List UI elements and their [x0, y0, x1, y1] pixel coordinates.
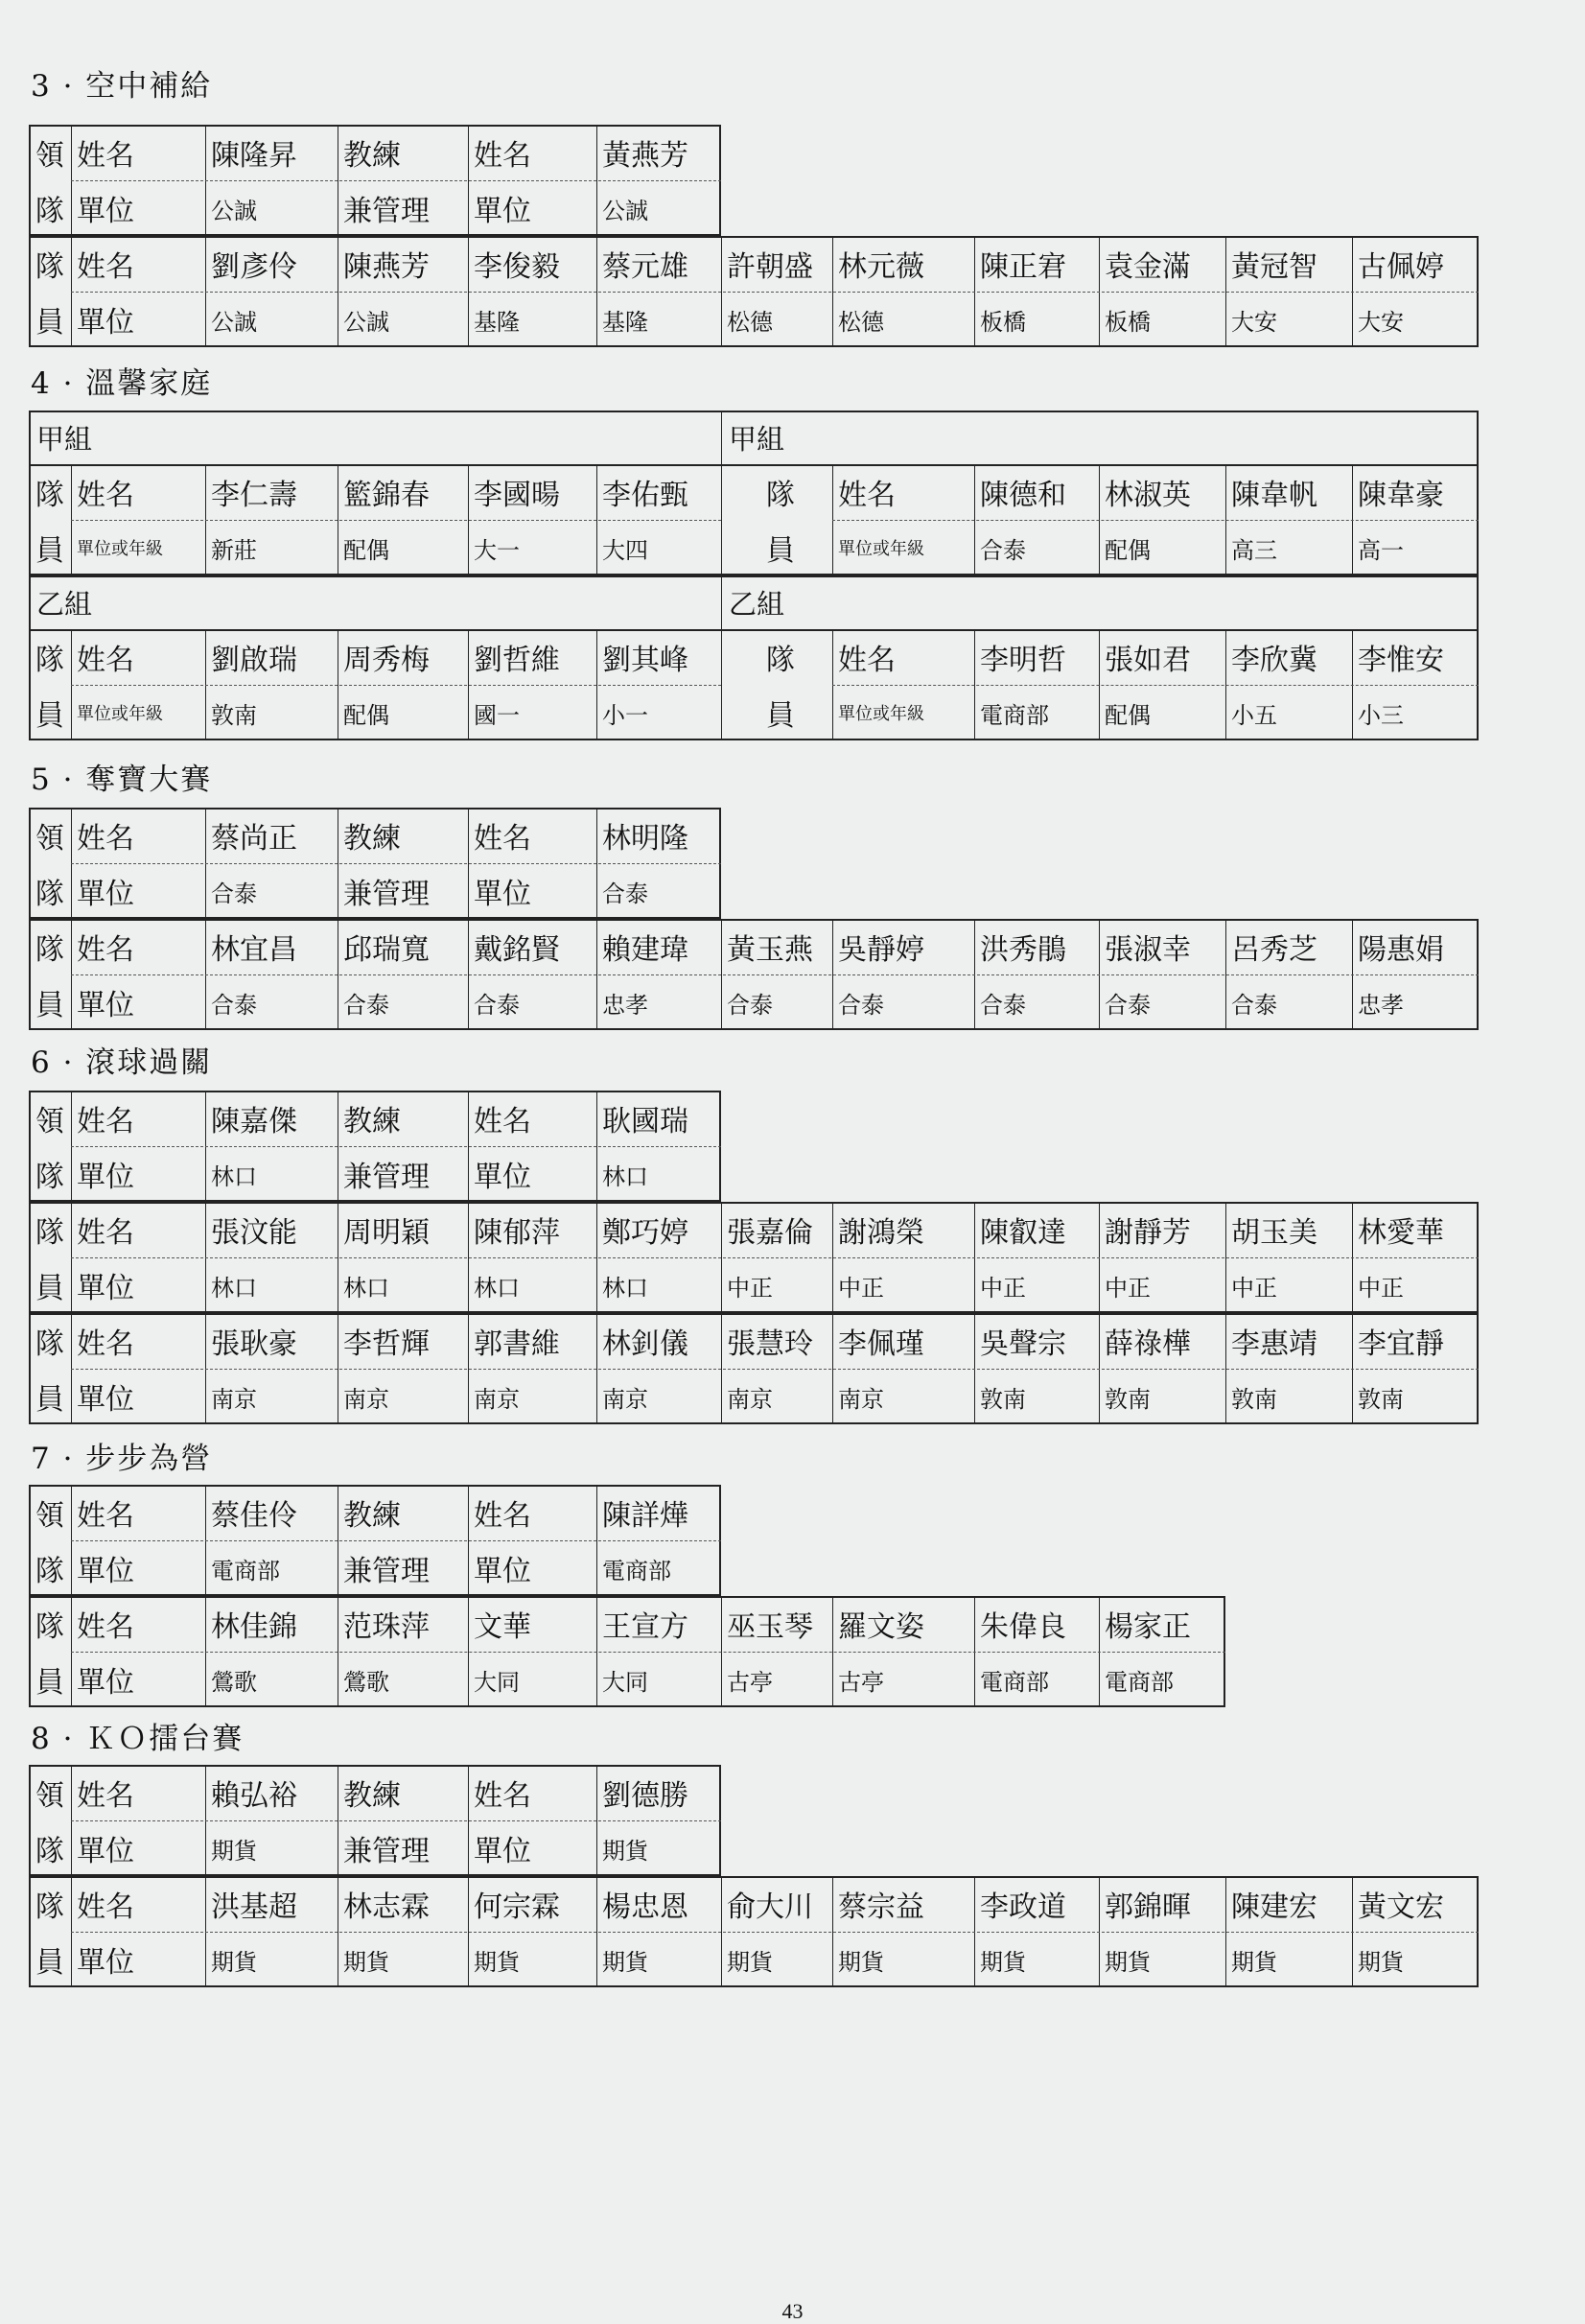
- unit-label: 單位: [77, 989, 134, 1022]
- member-unit: 公誠: [343, 308, 389, 336]
- member-name: 李明哲: [980, 644, 1066, 677]
- member-name: 林淑英: [1105, 479, 1191, 512]
- member-unit: 合泰: [1105, 991, 1151, 1019]
- coach-unit: 林口: [602, 1162, 648, 1190]
- section-heading: 3 · 空中補給: [31, 69, 213, 104]
- unit-label: 單位: [77, 1555, 134, 1588]
- role-char: 員: [35, 1666, 64, 1700]
- coach-label: 教練: [343, 139, 401, 173]
- member-name: 羅文姿: [838, 1610, 924, 1644]
- name-label: 姓名: [77, 644, 134, 677]
- member-name: 林志霖: [343, 1890, 430, 1924]
- coach-label: 教練: [343, 822, 401, 856]
- unit-label: 單位: [77, 1835, 134, 1868]
- unit-grade-label: 單位或年級: [77, 704, 163, 724]
- section-heading: 6 · 滾球過關: [31, 1045, 213, 1080]
- name-label: 姓名: [77, 1779, 134, 1813]
- role-char: 隊: [766, 644, 795, 677]
- member-unit: 合泰: [980, 536, 1026, 564]
- member-name: 賴建瑋: [602, 933, 688, 967]
- name-label: 姓名: [77, 1890, 134, 1924]
- mgmt-label: 兼管理: [343, 878, 430, 911]
- member-name: 郭錦暉: [1105, 1890, 1191, 1924]
- member-unit: 敦南: [211, 701, 257, 729]
- member-unit: 鶯歌: [343, 1668, 389, 1696]
- member-name: 許朝盛: [727, 250, 813, 284]
- member-unit: 合泰: [838, 991, 884, 1019]
- member-unit: 期貨: [727, 1948, 773, 1976]
- coach-name: 耿國瑞: [602, 1105, 688, 1139]
- role-char: 員: [766, 534, 795, 568]
- role-char: 領: [35, 1105, 64, 1139]
- role-char: 員: [35, 1383, 64, 1417]
- member-name: 劉啟瑞: [211, 644, 297, 677]
- member-name: 吳聲宗: [980, 1327, 1066, 1361]
- coach-label: 教練: [343, 1105, 401, 1139]
- unit-label: 單位: [77, 195, 134, 228]
- member-unit: 新莊: [211, 536, 257, 564]
- member-unit: 大同: [602, 1668, 648, 1696]
- column-rule: [721, 411, 722, 575]
- mgmt-label: 兼管理: [343, 195, 430, 228]
- member-name: 周明穎: [343, 1216, 430, 1250]
- name-label: 姓名: [77, 822, 134, 856]
- role-char: 隊: [766, 479, 795, 512]
- role-char: 隊: [35, 250, 64, 284]
- mgmt-label: 兼管理: [343, 1555, 430, 1588]
- group-label: 乙組: [36, 587, 93, 621]
- member-name: 陳叡達: [980, 1216, 1066, 1250]
- member-name: 李佑甄: [602, 479, 688, 512]
- member-name: 陳建宏: [1231, 1890, 1317, 1924]
- role-char: 隊: [35, 1555, 64, 1588]
- name-label: 姓名: [77, 1499, 134, 1533]
- member-unit: 中正: [727, 1274, 773, 1302]
- role-char: 員: [35, 1946, 64, 1980]
- member-unit: 期貨: [838, 1948, 884, 1976]
- unit-label: 單位: [77, 1161, 134, 1194]
- member-unit: 敦南: [1231, 1385, 1277, 1413]
- unit-label: 單位: [474, 195, 531, 228]
- member-unit: 高一: [1358, 536, 1404, 564]
- member-name: 李仁壽: [211, 479, 297, 512]
- name-label: 姓名: [77, 479, 134, 512]
- member-unit: 小一: [602, 701, 648, 729]
- member-unit: 南京: [727, 1385, 773, 1413]
- unit-grade-label: 單位或年級: [77, 539, 163, 559]
- member-unit: 中正: [980, 1274, 1026, 1302]
- coach-label: 教練: [343, 1779, 401, 1813]
- member-unit: 板橋: [1105, 308, 1151, 336]
- name-label: 姓名: [838, 479, 896, 512]
- member-unit: 合泰: [727, 991, 773, 1019]
- role-char: 隊: [35, 1835, 64, 1868]
- member-unit: 期貨: [602, 1948, 648, 1976]
- member-unit: 基隆: [474, 308, 520, 336]
- role-char: 領: [35, 1499, 64, 1533]
- role-char: 員: [35, 534, 64, 568]
- member-unit: 中正: [1358, 1274, 1404, 1302]
- member-unit: 期貨: [980, 1948, 1026, 1976]
- leader-unit: 公誠: [211, 197, 257, 224]
- member-name: 楊家正: [1105, 1610, 1191, 1644]
- leader-name: 蔡佳伶: [211, 1499, 297, 1533]
- coach-name: 林明隆: [602, 822, 688, 856]
- mgmt-label: 兼管理: [343, 1835, 430, 1868]
- member-name: 胡玉美: [1231, 1216, 1317, 1250]
- member-name: 黃文宏: [1358, 1890, 1444, 1924]
- unit-label: 單位: [77, 1383, 134, 1417]
- section-heading: 7 · 步步為營: [31, 1442, 213, 1476]
- role-char: 員: [35, 306, 64, 340]
- coach-unit: 電商部: [602, 1557, 671, 1585]
- role-char: 領: [35, 139, 64, 173]
- role-char: 隊: [35, 1161, 64, 1194]
- member-name: 陳韋豪: [1358, 479, 1444, 512]
- member-unit: 期貨: [1358, 1948, 1404, 1976]
- member-unit: 配偶: [1105, 701, 1151, 729]
- leader-name: 陳隆昇: [211, 139, 297, 173]
- section-heading: 4 · 溫馨家庭: [31, 366, 213, 401]
- member-name: 李國暘: [474, 479, 560, 512]
- name-label: 姓名: [77, 1327, 134, 1361]
- member-name: 蔡元雄: [602, 250, 688, 284]
- leader-name: 賴弘裕: [211, 1779, 297, 1813]
- unit-grade-label: 單位或年級: [838, 539, 924, 559]
- member-name: 林宜昌: [211, 933, 297, 967]
- role-char: 隊: [35, 1610, 64, 1644]
- member-name: 黃冠智: [1231, 250, 1317, 284]
- group-label: 乙組: [729, 587, 785, 621]
- member-unit: 敦南: [1105, 1385, 1151, 1413]
- member-name: 李佩瑾: [838, 1327, 924, 1361]
- member-unit: 敦南: [980, 1385, 1026, 1413]
- member-name: 林釗儀: [602, 1327, 688, 1361]
- member-unit: 合泰: [211, 991, 257, 1019]
- member-name: 李哲輝: [343, 1327, 430, 1361]
- member-name: 洪秀鵑: [980, 933, 1066, 967]
- member-unit: 合泰: [343, 991, 389, 1019]
- member-unit: 林口: [343, 1274, 389, 1302]
- name-label: 姓名: [838, 644, 896, 677]
- member-unit: 小三: [1358, 701, 1404, 729]
- member-unit: 合泰: [980, 991, 1026, 1019]
- member-name: 黃玉燕: [727, 933, 813, 967]
- role-char: 員: [35, 989, 64, 1022]
- member-name: 張嘉倫: [727, 1216, 813, 1250]
- member-unit: 忠孝: [1358, 991, 1404, 1019]
- coach-unit: 期貨: [602, 1837, 648, 1865]
- member-name: 郭書維: [474, 1327, 560, 1361]
- leader-unit: 合泰: [211, 880, 257, 907]
- name-label: 姓名: [77, 1216, 134, 1250]
- member-name: 洪基超: [211, 1890, 297, 1924]
- role-char: 員: [35, 699, 64, 733]
- member-unit: 合泰: [474, 991, 520, 1019]
- member-name: 吳靜婷: [838, 933, 924, 967]
- member-unit: 林口: [211, 1274, 257, 1302]
- column-rule: [721, 575, 722, 740]
- member-unit: 配偶: [343, 701, 389, 729]
- member-unit: 基隆: [602, 308, 648, 336]
- section-heading: 8 · ＫＯ擂台賽: [31, 1722, 245, 1756]
- member-name: 文華: [474, 1610, 531, 1644]
- group-label: 甲組: [36, 422, 93, 456]
- member-name: 陳燕芳: [343, 250, 430, 284]
- name-label: 姓名: [474, 822, 531, 856]
- member-name: 劉彥伶: [211, 250, 297, 284]
- leader-name: 陳嘉傑: [211, 1105, 297, 1139]
- member-name: 劉其峰: [602, 644, 688, 677]
- member-unit: 配偶: [1105, 536, 1151, 564]
- member-name: 薛祿樺: [1105, 1327, 1191, 1361]
- member-name: 戴銘賢: [474, 933, 560, 967]
- member-name: 李俊毅: [474, 250, 560, 284]
- coach-label: 教練: [343, 1499, 401, 1533]
- member-name: 李惟安: [1358, 644, 1444, 677]
- member-unit: 期貨: [343, 1948, 389, 1976]
- leader-unit: 電商部: [211, 1557, 280, 1585]
- member-name: 范珠萍: [343, 1610, 430, 1644]
- member-name: 陽惠娟: [1358, 933, 1444, 967]
- unit-label: 單位: [77, 1666, 134, 1700]
- member-name: 俞大川: [727, 1890, 813, 1924]
- coach-name: 陳詳燁: [602, 1499, 688, 1533]
- member-unit: 敦南: [1358, 1385, 1404, 1413]
- member-name: 陳韋帆: [1231, 479, 1317, 512]
- member-unit: 忠孝: [602, 991, 648, 1019]
- name-label: 姓名: [77, 1105, 134, 1139]
- unit-label: 單位: [474, 1161, 531, 1194]
- member-name: 袁金滿: [1105, 250, 1191, 284]
- role-char: 隊: [35, 644, 64, 677]
- member-unit: 中正: [838, 1274, 884, 1302]
- member-unit: 小五: [1231, 701, 1277, 729]
- member-unit: 南京: [211, 1385, 257, 1413]
- role-char: 隊: [35, 933, 64, 967]
- member-name: 李政道: [980, 1890, 1066, 1924]
- name-label: 姓名: [77, 1610, 134, 1644]
- member-unit: 大安: [1358, 308, 1404, 336]
- member-name: 呂秀芝: [1231, 933, 1317, 967]
- coach-name: 劉德勝: [602, 1779, 688, 1813]
- member-unit: 期貨: [211, 1948, 257, 1976]
- coach-name: 黃燕芳: [602, 139, 688, 173]
- member-name: 張如君: [1105, 644, 1191, 677]
- name-label: 姓名: [474, 1779, 531, 1813]
- name-label: 姓名: [77, 933, 134, 967]
- coach-unit: 合泰: [602, 880, 648, 907]
- member-unit: 林口: [474, 1274, 520, 1302]
- member-name: 張耿豪: [211, 1327, 297, 1361]
- member-unit: 南京: [838, 1385, 884, 1413]
- member-name: 陳德和: [980, 479, 1066, 512]
- role-char: 隊: [35, 479, 64, 512]
- unit-label: 單位: [77, 878, 134, 911]
- member-name: 邱瑞寬: [343, 933, 430, 967]
- unit-label: 單位: [77, 1272, 134, 1305]
- member-name: 謝鴻榮: [838, 1216, 924, 1250]
- leader-unit: 林口: [211, 1162, 257, 1190]
- member-name: 李惠靖: [1231, 1327, 1317, 1361]
- member-unit: 電商部: [980, 1668, 1049, 1696]
- member-name: 巫玉琴: [727, 1610, 813, 1644]
- role-char: 領: [35, 1779, 64, 1813]
- member-name: 張慧玲: [727, 1327, 813, 1361]
- page-number: 43: [781, 2299, 804, 2323]
- unit-label: 單位: [77, 1946, 134, 1980]
- member-name: 張汶能: [211, 1216, 297, 1250]
- member-unit: 配偶: [343, 536, 389, 564]
- name-label: 姓名: [77, 250, 134, 284]
- role-char: 員: [766, 699, 795, 733]
- role-char: 隊: [35, 878, 64, 911]
- member-name: 陳郁萍: [474, 1216, 560, 1250]
- member-name: 李宜靜: [1358, 1327, 1444, 1361]
- role-char: 員: [35, 1272, 64, 1305]
- member-unit: 南京: [474, 1385, 520, 1413]
- role-char: 隊: [35, 1216, 64, 1250]
- member-name: 謝靜芳: [1105, 1216, 1191, 1250]
- member-unit: 松德: [838, 308, 884, 336]
- leader-unit: 期貨: [211, 1837, 257, 1865]
- mgmt-label: 兼管理: [343, 1161, 430, 1194]
- member-unit: 南京: [602, 1385, 648, 1413]
- name-label: 姓名: [474, 1499, 531, 1533]
- member-unit: 南京: [343, 1385, 389, 1413]
- role-char: 領: [35, 822, 64, 856]
- member-name: 周秀梅: [343, 644, 430, 677]
- unit-label: 單位: [474, 1835, 531, 1868]
- member-name: 何宗霖: [474, 1890, 560, 1924]
- member-unit: 古亭: [727, 1668, 773, 1696]
- member-unit: 古亭: [838, 1668, 884, 1696]
- name-label: 姓名: [474, 1105, 531, 1139]
- member-name: 張淑幸: [1105, 933, 1191, 967]
- member-unit: 中正: [1231, 1274, 1277, 1302]
- coach-unit: 公誠: [602, 197, 648, 224]
- member-unit: 鶯歌: [211, 1668, 257, 1696]
- member-unit: 期貨: [1231, 1948, 1277, 1976]
- member-unit: 大一: [474, 536, 520, 564]
- member-name: 王宣方: [602, 1610, 688, 1644]
- member-name: 蔡宗益: [838, 1890, 924, 1924]
- member-unit: 電商部: [1105, 1668, 1174, 1696]
- unit-label: 單位: [474, 878, 531, 911]
- unit-grade-label: 單位或年級: [838, 704, 924, 724]
- member-name: 古佩婷: [1358, 250, 1444, 284]
- member-name: 籃錦春: [343, 479, 430, 512]
- member-unit: 板橋: [980, 308, 1026, 336]
- section-heading: 5 · 奪寶大賽: [31, 763, 213, 797]
- role-char: 隊: [35, 1890, 64, 1924]
- member-name: 朱偉良: [980, 1610, 1066, 1644]
- role-char: 隊: [35, 195, 64, 228]
- member-unit: 大同: [474, 1668, 520, 1696]
- name-label: 姓名: [77, 139, 134, 173]
- member-unit: 大四: [602, 536, 648, 564]
- member-unit: 高三: [1231, 536, 1277, 564]
- member-unit: 松德: [727, 308, 773, 336]
- member-unit: 期貨: [1105, 1948, 1151, 1976]
- member-unit: 國一: [474, 701, 520, 729]
- member-unit: 中正: [1105, 1274, 1151, 1302]
- member-name: 林愛華: [1358, 1216, 1444, 1250]
- member-name: 林元薇: [838, 250, 924, 284]
- unit-label: 單位: [474, 1555, 531, 1588]
- member-name: 鄭巧婷: [602, 1216, 688, 1250]
- member-name: 楊忠恩: [602, 1890, 688, 1924]
- member-name: 林佳錦: [211, 1610, 297, 1644]
- group-label: 甲組: [729, 422, 785, 456]
- role-char: 隊: [35, 1327, 64, 1361]
- member-name: 陳正宭: [980, 250, 1066, 284]
- member-unit: 公誠: [211, 308, 257, 336]
- member-unit: 電商部: [980, 701, 1049, 729]
- member-unit: 合泰: [1231, 991, 1277, 1019]
- member-unit: 林口: [602, 1274, 648, 1302]
- member-unit: 大安: [1231, 308, 1277, 336]
- member-name: 李欣冀: [1231, 644, 1317, 677]
- unit-label: 單位: [77, 306, 134, 340]
- leader-name: 蔡尚正: [211, 822, 297, 856]
- member-unit: 期貨: [474, 1948, 520, 1976]
- member-name: 劉哲維: [474, 644, 560, 677]
- name-label: 姓名: [474, 139, 531, 173]
